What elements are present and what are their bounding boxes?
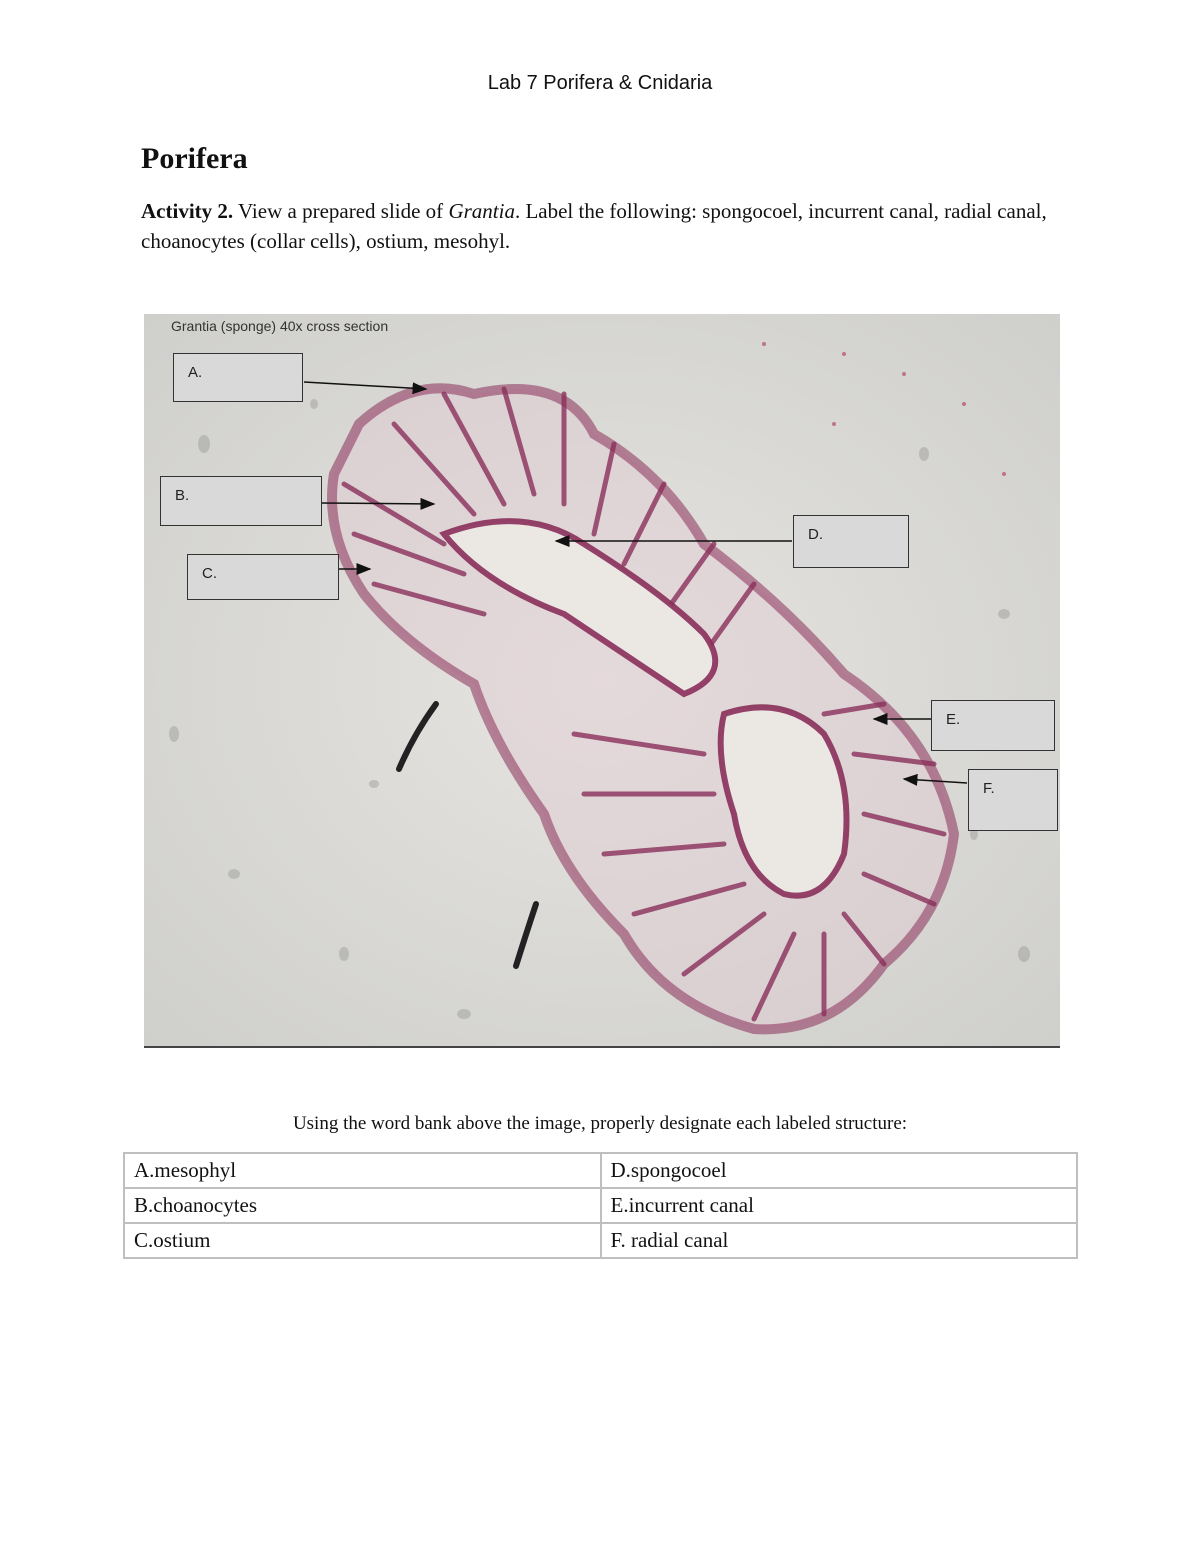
table-row — [124, 1153, 1077, 1188]
activity-text-after: . Label the following: spongocoel, incurrent canal, radial canal, choanocytes (collar cells), ostium, mesohyl. — [141, 199, 1047, 253]
grantia-micrograph — [144, 314, 1060, 1048]
word-bank-instruction: Using the word bank above the image, properly designate each labeled structure: — [292, 1113, 908, 1134]
sponge-cross-section-illustration — [144, 314, 1060, 1046]
answer-cell-c[interactable]: C.ostium — [124, 1223, 601, 1258]
answer-cell-e[interactable]: E.incurrent canal — [601, 1188, 1078, 1223]
label-box-c[interactable]: C. — [187, 554, 339, 600]
answer-cell-b[interactable]: B.choanocytes — [124, 1188, 601, 1223]
activity-label: Activity 2. — [141, 199, 234, 223]
answer-cell-f[interactable]: F. radial canal — [601, 1223, 1078, 1258]
page-header: Lab 7 Porifera & Cnidaria — [487, 72, 713, 94]
section-title: Porifera — [141, 142, 248, 175]
label-box-d[interactable]: D. — [793, 515, 909, 568]
label-box-e[interactable]: E. — [931, 700, 1055, 751]
answer-cell-a[interactable]: A.mesophyl — [124, 1153, 601, 1188]
table-row — [124, 1223, 1077, 1258]
label-box-a[interactable]: A. — [173, 353, 303, 402]
activity-instructions — [141, 196, 1071, 256]
answer-cell-d[interactable]: D.spongocoel — [601, 1153, 1078, 1188]
table-row — [124, 1188, 1077, 1223]
figure-caption: Grantia (sponge) 40x cross section — [171, 318, 389, 334]
label-box-f[interactable]: F. — [968, 769, 1058, 831]
activity-species: Grantia — [448, 199, 515, 223]
answer-table — [123, 1152, 1078, 1259]
label-box-b[interactable]: B. — [160, 476, 322, 526]
activity-text-before: View a prepared slide of — [233, 199, 449, 223]
